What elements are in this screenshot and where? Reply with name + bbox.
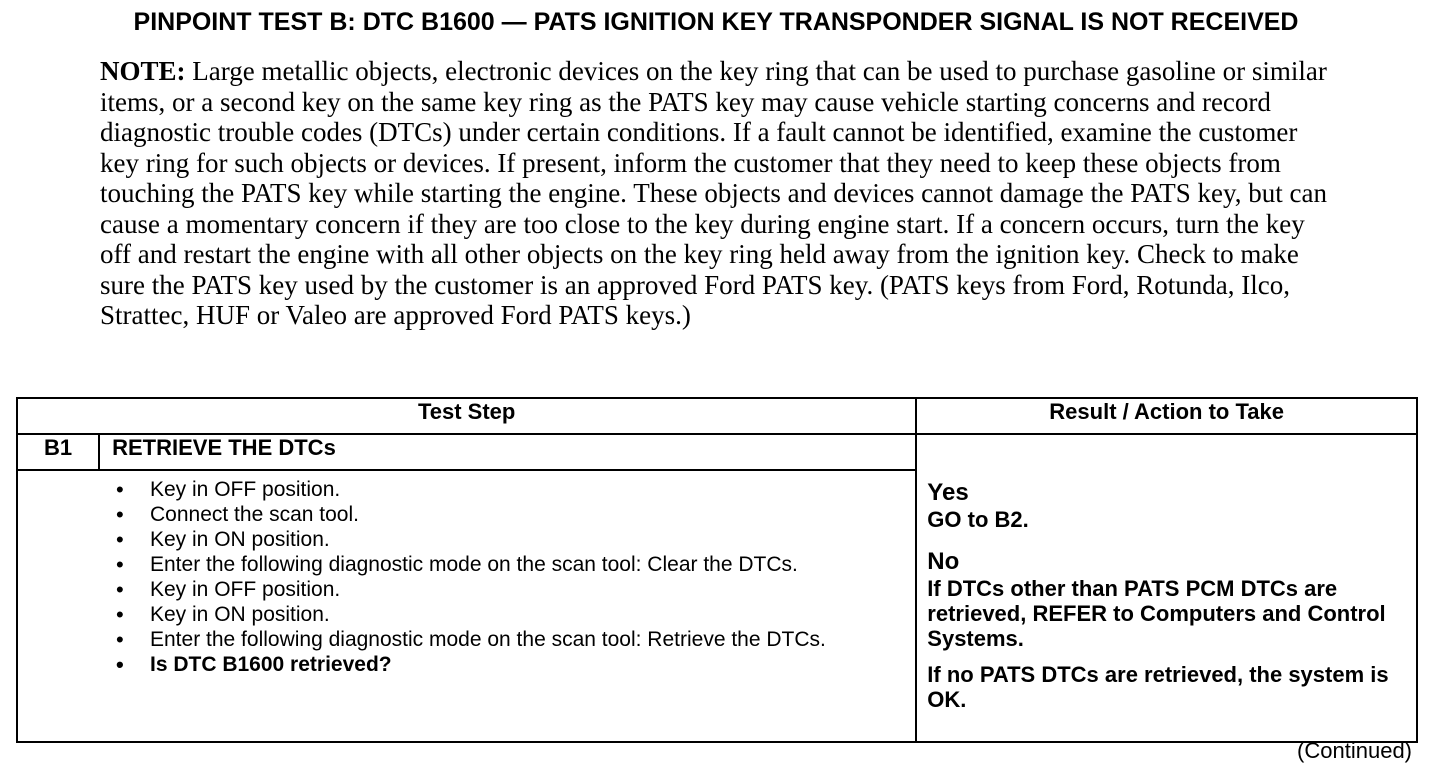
note-label: NOTE: bbox=[100, 56, 186, 86]
table-header-row bbox=[17, 398, 1417, 434]
list-item: • Enter the following diagnostic mode on the scan tool: Retrieve the DTCs. bbox=[116, 627, 895, 652]
pinpoint-test-table bbox=[16, 397, 1418, 743]
continued-label: (Continued) bbox=[1297, 738, 1412, 763]
step-link-b2: B2 bbox=[994, 507, 1023, 532]
action-list bbox=[116, 477, 895, 677]
list-item: • Connect the scan tool. bbox=[116, 502, 895, 527]
list-item: • Key in OFF position. bbox=[116, 577, 895, 602]
yes-action: GO to B2. bbox=[927, 507, 1029, 532]
no-action-2: If no PATS DTCs are retrieved, the system is OK. bbox=[927, 662, 1389, 712]
list-item: • Key in ON position. bbox=[116, 602, 895, 627]
step-id: B1 bbox=[17, 434, 99, 470]
list-item: • Enter the following diagnostic mode on the scan tool: Clear the DTCs. bbox=[116, 552, 895, 577]
step-title: RETRIEVE THE DTCs bbox=[99, 434, 916, 470]
yes-label: Yes bbox=[927, 479, 969, 506]
page-title: PINPOINT TEST B: DTC B1600 — PATS IGNITION KEY TRANSPONDER SIGNAL IS NOT RECEIVED bbox=[133, 8, 1299, 36]
list-item-question: • Is DTC B1600 retrieved? bbox=[116, 652, 895, 677]
result-action-cell bbox=[916, 434, 1417, 742]
no-action-1: If DTCs other than PATS PCM DTCs are retrieved, REFER to Computers and Control Systems. bbox=[927, 576, 1386, 651]
list-item: • Key in OFF position. bbox=[116, 477, 895, 502]
no-label: No bbox=[927, 548, 960, 575]
header-test-step: Test Step bbox=[17, 398, 916, 434]
step-title-row bbox=[17, 434, 1417, 470]
note-paragraph bbox=[100, 56, 1340, 331]
list-item: • Key in ON position. bbox=[116, 527, 895, 552]
note-text: Large metallic objects, electronic devices on the key ring that can be used to purchase gasoline or similar items, or a second key on the same key ring as the PATS key may cause vehicle starting concerns and record diagnostic trouble codes (DTCs) under certain conditions. If a fault cannot be identified, examine the customer key ring for such objects or devices. If present, inform the customer that they need to keep these objects from touching the PATS key while starting the engine. These objects and devices cannot damage the PATS key, but can cause a momentary concern if they are too close to the key during engine start. If a concern occurs, turn the key off and restart the engine with all other objects on the key ring held away from the ignition key. Check to make sure the PATS key used by the customer is an approved Ford PATS key. (PATS keys from Ford, Rotunda, Ilco, Strattec, HUF or Valeo are approved Ford PATS keys.) bbox=[100, 56, 1327, 330]
step-actions-cell bbox=[17, 470, 916, 742]
header-result-action: Result / Action to Take bbox=[916, 398, 1417, 434]
